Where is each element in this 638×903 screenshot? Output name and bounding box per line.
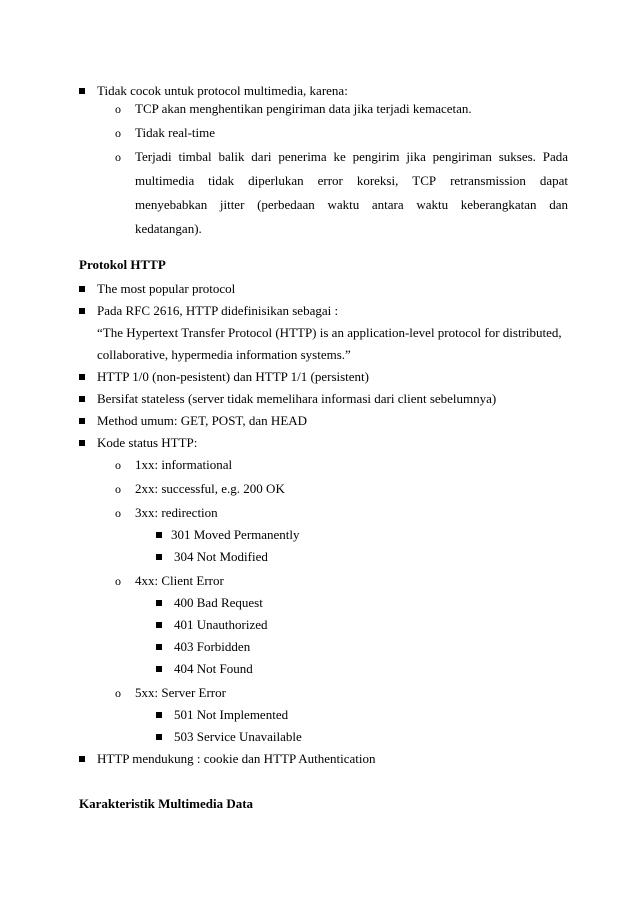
sub-item-line [135, 149, 568, 165]
bullet-item: Bersifat stateless (server tidak memelihara informasi dari client sebelumnya) [97, 391, 497, 406]
status-class: 2xx: successful, e.g. 200 OK [135, 481, 285, 496]
bullet-square-icon [156, 644, 162, 650]
word: error [317, 173, 343, 188]
status-code: 301 Moved Permanently [171, 527, 300, 542]
word: sukses. [498, 149, 536, 164]
word: multimedia [135, 173, 195, 188]
status-code: 404 Not Found [174, 661, 253, 676]
bullet-square-icon [79, 286, 85, 292]
bullet-item: Pada RFC 2616, HTTP didefinisikan sebagai : [97, 303, 339, 318]
bullet-square-icon [156, 600, 162, 606]
word: Terjadi [135, 149, 172, 164]
word: (perbedaan [257, 197, 315, 212]
word: pengiriman [432, 149, 492, 164]
bullet-circle-icon: o [115, 574, 121, 588]
bullet-square-icon [79, 440, 85, 446]
status-code: 304 Not Modified [174, 549, 268, 564]
word: koreksi, [356, 173, 399, 188]
sub-item-line: kedatangan). [135, 221, 202, 236]
word: balik [218, 149, 245, 164]
word: timbal [178, 149, 212, 164]
word: tidak [208, 173, 235, 188]
bullet-item: HTTP 1/0 (non-pesistent) dan HTTP 1/1 (persistent) [97, 369, 369, 384]
bullet-circle-icon: o [115, 102, 121, 116]
word: menyebabkan [135, 197, 208, 212]
status-code: 501 Not Implemented [174, 707, 289, 722]
word: diperlukan [248, 173, 304, 188]
status-code: 401 Unauthorized [174, 617, 268, 632]
word: jika [406, 149, 426, 164]
word: penerima [278, 149, 327, 164]
bullet-square-icon [156, 554, 162, 560]
word: waktu [327, 197, 360, 212]
bullet-item: Kode status HTTP: [97, 435, 198, 450]
bullet-square-icon [156, 712, 162, 718]
bullet-square-icon [156, 666, 162, 672]
status-code: 503 Service Unavailable [174, 729, 302, 744]
quote-line: “The Hypertext Transfer Protocol (HTTP) is an application-level protocol for distributed, [97, 325, 562, 340]
section-heading-http: Protokol HTTP [79, 257, 166, 272]
word: TCP [412, 173, 437, 188]
word: antara [371, 197, 404, 212]
word: pengirim [352, 149, 400, 164]
bullet-square-icon [79, 396, 85, 402]
bullet-square-icon [156, 532, 162, 538]
status-class: 4xx: Client Error [135, 573, 224, 588]
word: keberangkatan [460, 197, 537, 212]
bullet-circle-icon: o [115, 458, 121, 472]
section-heading-multimedia: Karakteristik Multimedia Data [79, 796, 254, 811]
bullet-circle-icon: o [115, 482, 121, 496]
status-code: 403 Forbidden [174, 639, 251, 654]
bullet-item: Method umum: GET, POST, dan HEAD [97, 413, 308, 428]
bullet-square-icon [79, 756, 85, 762]
bullet-square-icon [79, 308, 85, 314]
word: retransmission [450, 173, 526, 188]
status-class: 5xx: Server Error [135, 685, 226, 700]
word: Pada [542, 149, 568, 164]
word: ke [333, 149, 346, 164]
status-class: 1xx: informational [135, 457, 233, 472]
word: dapat [539, 173, 568, 188]
bullet-square-icon [156, 734, 162, 740]
bullet-intro: Tidak cocok untuk protocol multimedia, karena: [97, 83, 348, 98]
bullet-circle-icon: o [115, 150, 121, 164]
bullet-item: The most popular protocol [97, 281, 236, 296]
word: waktu [416, 197, 449, 212]
bullet-square-icon [79, 88, 85, 94]
bullet-square-icon [156, 622, 162, 628]
status-code: 400 Bad Request [174, 595, 263, 610]
sub-item: TCP akan menghentikan pengiriman data jika terjadi kemacetan. [135, 101, 472, 116]
status-class: 3xx: redirection [135, 505, 218, 520]
bullet-circle-icon: o [115, 686, 121, 700]
word: jitter [219, 197, 245, 212]
quote-line: collaborative, hypermedia information systems.” [97, 347, 351, 362]
sub-item-line [135, 173, 568, 189]
bullet-square-icon [79, 418, 85, 424]
word: dari [251, 149, 272, 164]
bullet-circle-icon: o [115, 126, 121, 140]
bullet-item: HTTP mendukung : cookie dan HTTP Authentication [97, 751, 376, 766]
bullet-square-icon [79, 374, 85, 380]
word: dan [549, 197, 568, 212]
sub-item: Tidak real-time [135, 125, 216, 140]
bullet-circle-icon: o [115, 506, 121, 520]
sub-item-line [135, 197, 568, 213]
